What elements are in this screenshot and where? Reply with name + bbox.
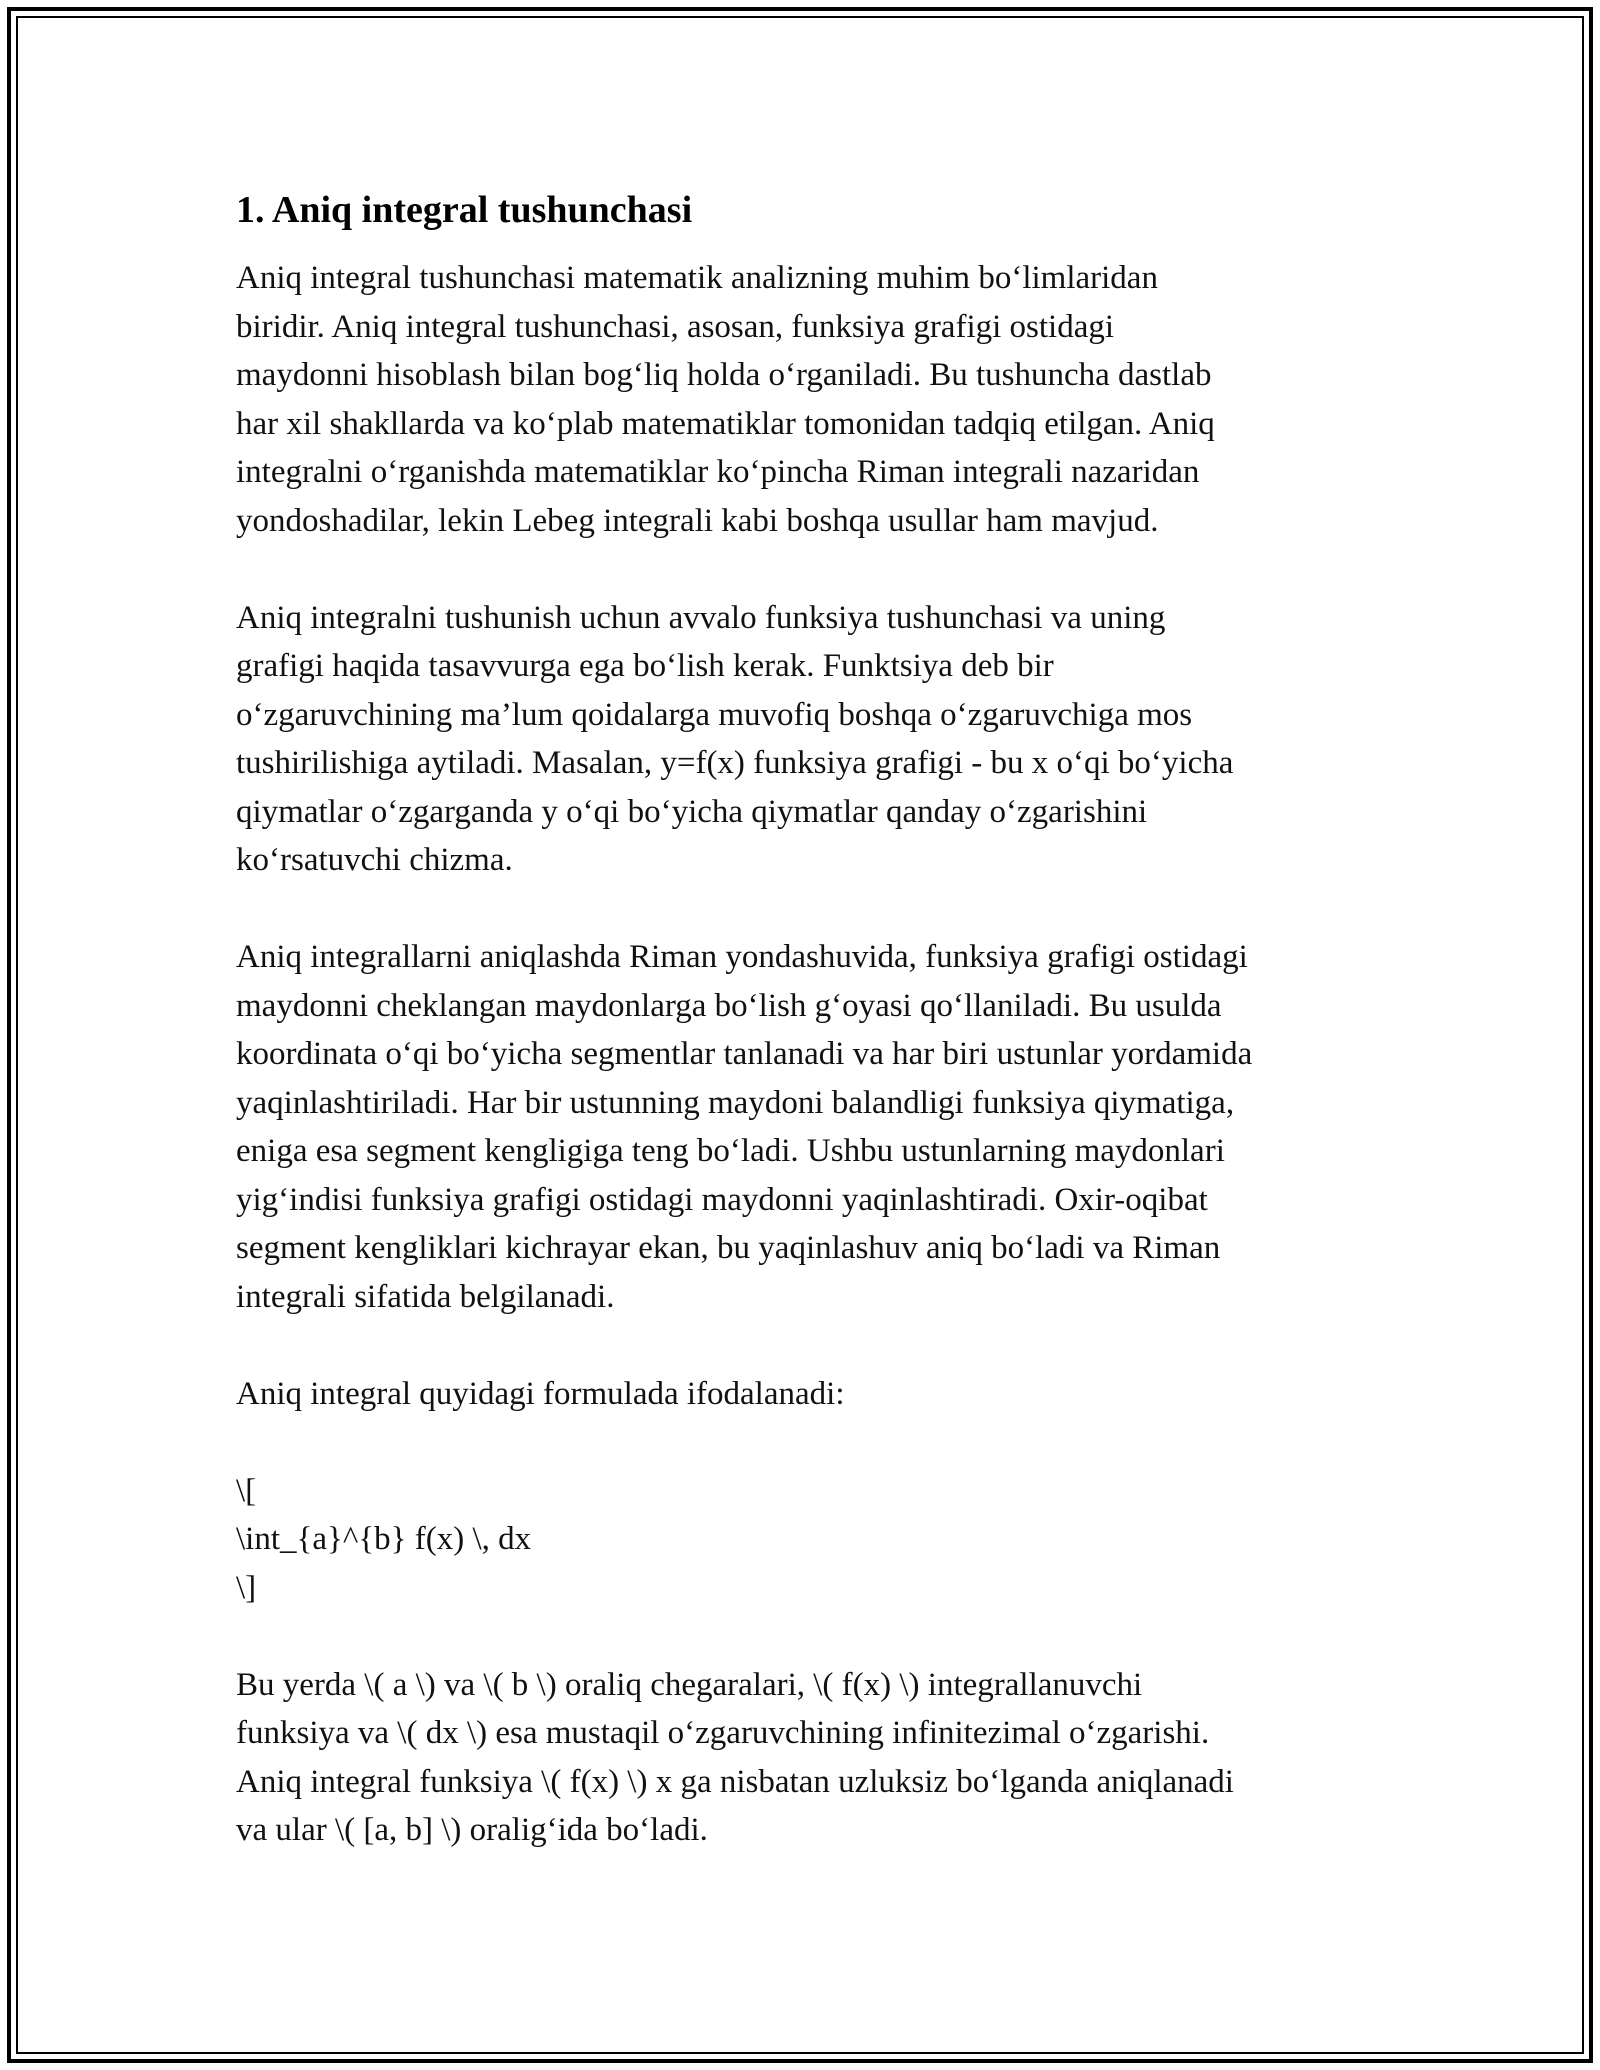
formula-block — [236, 1467, 1376, 1613]
formula-line-open: \[ — [236, 1472, 257, 1509]
paragraph-1: Aniq integral tushunchasi matematik analizning muhim bo‘limlaridan biridir. Aniq integral tushunchasi, asosan, funksiya grafigi ostidagi maydonni hisoblash bilan bog‘liq holda o‘rganiladi. Bu tushuncha dastlab har xil shakllarda va ko‘plab matematiklar tomonidan tadqiq etilgan. Aniq integralni o‘rganishda matematiklar ko‘pincha Riman integrali nazaridan yondoshadilar, lekin Lebeg integrali kabi boshqa usullar ham mavjud. — [236, 260, 1215, 539]
paragraph-4: Aniq integral quyidagi formulada ifodalanadi: — [236, 1375, 845, 1412]
document-body — [236, 186, 1376, 1903]
paragraph-3: Aniq integrallarni aniqlashda Riman yondashuvida, funksiya grafigi ostidagi maydonni cheklangan maydonlarga bo‘lish g‘oyasi qo‘llaniladi. Bu usulda koordinata o‘qi bo‘yicha segmentlar tanlanadi va har biri ustunlar yordamida yaqinlashtiriladi. Har bir ustunning maydoni balandligi funksiya qiymatiga, eniga esa segment kengligiga teng bo‘ladi. Ushbu ustunlarning maydonlari yig‘indisi funksiya grafigi ostidagi maydonni yaqinlashtiradi. Oxir-oqibat segment kengliklari kichrayar ekan, bu yaqinlashuv aniq bo‘ladi va Riman integrali sifatida belgilanadi. — [236, 939, 1253, 1315]
formula-line-integral: \int_{a}^{b} f(x) \, dx — [236, 1521, 532, 1557]
section-heading: 1. Aniq integral tushunchasi — [236, 189, 693, 231]
formula-line-close: \] — [236, 1569, 257, 1606]
closing-paragraph: Bu yerda \( a \) va \( b \) oraliq chegaralari, \( f(x) \) integrallanuvchi funksiya va \( dx \) esa mustaqil o‘zgaruvchining infinitezimal o‘zgarishi. Aniq integral funksiya \( f(x) \) x ga nisbatan uzluksiz bo‘lganda aniqlanadi va ular \( [a, b] \) oralig‘ida bo‘ladi. — [236, 1666, 1234, 1848]
paragraph-2: Aniq integralni tushunish uchun avvalo funksiya tushunchasi va uning grafigi haqida tasavvurga ega bo‘lish kerak. Funktsiya deb bir o‘zgaruvchining ma’lum qoidalarga muvofiq boshqa o‘zgaruvchiga mos tushirilishiga aytiladi. Masalan, y=f(x) funksiya grafigi - bu x o‘qi bo‘yicha qiymatlar o‘zgarganda y o‘qi bo‘yicha qiymatlar qanday o‘zgarishini ko‘rsatuvchi chizma. — [236, 599, 1234, 878]
